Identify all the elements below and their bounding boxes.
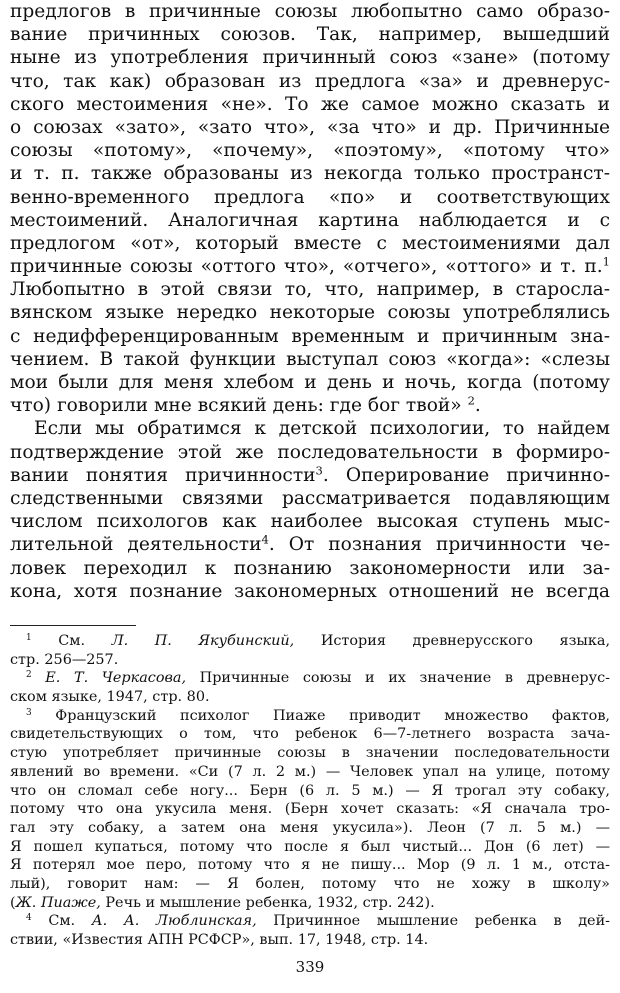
text-line: чением. В такой функции выступал союз «когда»: «слезы bbox=[10, 348, 610, 370]
line-text: что) говорили мне всякий день: где бог твой» bbox=[10, 395, 462, 417]
line-end-dot: . bbox=[474, 395, 481, 417]
footnote-text: Причинные союзы и их значение в древнерус- bbox=[199, 670, 610, 687]
footnote-author: Л. П. Якубинский, bbox=[111, 633, 295, 649]
main-text bbox=[10, 0, 610, 603]
line-text: причинные союзы «оттого что», «отчего», «оттого» и т. п. bbox=[10, 256, 603, 278]
text-line: ныне из употребления причинный союз «зане» (потому bbox=[10, 47, 610, 69]
footnote-number: 4 bbox=[26, 913, 32, 924]
footnote-line: ском языке, 1947, стр. 80. bbox=[10, 689, 210, 706]
text-line: о союзах «зато», «зато что», «за что» и др. Причинные bbox=[10, 116, 610, 138]
text-line: Если мы обратимся к детской психологии, то найдем bbox=[34, 418, 610, 440]
footnote-number: 2 bbox=[26, 670, 32, 681]
footnote-text: Причинное мышление ребенка в дей- bbox=[273, 913, 610, 930]
text-line: и т. п. также образованы из некогда только пространст- bbox=[10, 163, 610, 185]
text-line bbox=[10, 255, 610, 278]
footnote-3 bbox=[10, 707, 610, 726]
footnote-author: А. А. Люблинская, bbox=[91, 913, 257, 930]
footnote-ref-2: 2 bbox=[467, 394, 475, 408]
text-line: вянском языке нередко некоторые союзы употреблялись bbox=[10, 302, 610, 324]
text-line bbox=[10, 394, 610, 417]
text-line: предлогов в причинные союзы любопытно само образо- bbox=[10, 1, 610, 22]
footnote-line: стр. 256—257. bbox=[10, 651, 119, 668]
text-line: с недифференцированным временным и причинным зна- bbox=[10, 325, 610, 347]
text-line: что, так как) образован из предлога «за» и древнерус- bbox=[10, 70, 610, 92]
text-line: ловек переходил к познанию закономерности или за- bbox=[10, 557, 610, 579]
footnote-text: История древнерусского языка, bbox=[320, 633, 610, 649]
footnote-line: потому что она укусила меня. (Берн хочет сказать: «Я сначала тро- bbox=[10, 801, 610, 818]
footnote-4 bbox=[10, 912, 610, 931]
footnote-ref-4: 4 bbox=[261, 533, 269, 547]
footnote-number: 3 bbox=[26, 707, 32, 718]
footnote-2 bbox=[10, 669, 610, 688]
line-text: . Оперирование причинно- bbox=[322, 464, 610, 486]
footnote-number: 1 bbox=[26, 633, 32, 644]
footnote-ref-3: 3 bbox=[315, 463, 323, 478]
text-line: числом психологов как наиболее высокая ступень мыс- bbox=[10, 511, 610, 533]
footnote-line: лый), говорит нам: — Я болен, потому что не хожу в школу» bbox=[10, 875, 610, 892]
footnote-line: стую употребляет причинные союзы в значении последовательности bbox=[10, 745, 610, 762]
footnote-text: См. bbox=[48, 913, 76, 930]
line-text: лительной деятельности bbox=[10, 534, 262, 556]
text-line: предлогом «от», который вместе с местоимениями дал bbox=[10, 232, 610, 254]
line-text: . От познания причинности че- bbox=[268, 534, 610, 556]
text-line: подтверждение этой же последовательности в формиро- bbox=[10, 441, 610, 463]
text-line: вание причинных союзов. Так, например, вышедший bbox=[10, 24, 610, 46]
footnote-text: Французский психолог Пиаже приводит множество фактов, bbox=[55, 707, 610, 724]
footnote-line: ствии, «Известия АПН РСФСР», вып. 17, 1948, стр. 14. bbox=[10, 932, 429, 948]
text-line bbox=[10, 464, 610, 487]
footnote-divider bbox=[10, 625, 136, 626]
page-number: 339 bbox=[295, 958, 325, 976]
footnote-ref-1: 1 bbox=[602, 255, 610, 269]
text-line: местоимений. Аналогичная картина наблюдается и с bbox=[10, 209, 610, 231]
footnote-author: Е. Т. Черкасова, bbox=[45, 670, 187, 687]
text-line: мои были для меня хлебом и день и ночь, когда (потому bbox=[10, 372, 610, 393]
footnote-text: ( bbox=[10, 894, 16, 911]
footnote-line: явлений во времени. «Си (7 л. 2 м.) — Человек упал на улице, потому bbox=[10, 763, 610, 780]
footnote-citation bbox=[10, 894, 610, 913]
footnote-text: См. bbox=[58, 633, 86, 649]
footnote-line: свидетельствующих о том, что ребенок 6—7-летнего возраста зача- bbox=[10, 726, 610, 743]
footnote-text: Речь и мышление ребенка, 1932, стр. 242). bbox=[105, 894, 435, 911]
footnote-line: что он сломал себе ногу... Берн (6 л. 5 м.) — Я трогал эту собаку, bbox=[10, 782, 610, 799]
text-line bbox=[10, 533, 610, 556]
text-line: Любопытно в этой связи то, что, например, в старосла- bbox=[10, 279, 610, 301]
line-text: вании понятия причинности bbox=[10, 464, 316, 486]
text-line: кона, хотя познание закономерных отношений не всегда bbox=[10, 580, 610, 602]
text-line: ского местоимения «не». То же самое можно сказать и bbox=[10, 93, 610, 115]
footnotes bbox=[10, 632, 610, 950]
footnote-1 bbox=[10, 632, 610, 651]
text-line: венно-временного предлога «по» и соответствующих bbox=[10, 186, 610, 208]
footnote-line: Я потерял мое перо, потому что я не пишу... Мор (9 л. 1 м., отста- bbox=[10, 857, 610, 874]
footnote-line: гал эту собаку, а затем она меня укусила»). Леон (7 л. 5 м.) — bbox=[10, 819, 610, 836]
text-line: следственными связями рассматривается подавляющим bbox=[10, 487, 610, 509]
text-line: союзы «потому», «почему», «поэтому», «потому что» bbox=[10, 140, 610, 162]
footnote-author: Ж. Пиаже, bbox=[15, 894, 101, 911]
footnote-line: Я пошел купаться, потому что после я был чистый... Дон (6 лет) — bbox=[10, 838, 610, 855]
